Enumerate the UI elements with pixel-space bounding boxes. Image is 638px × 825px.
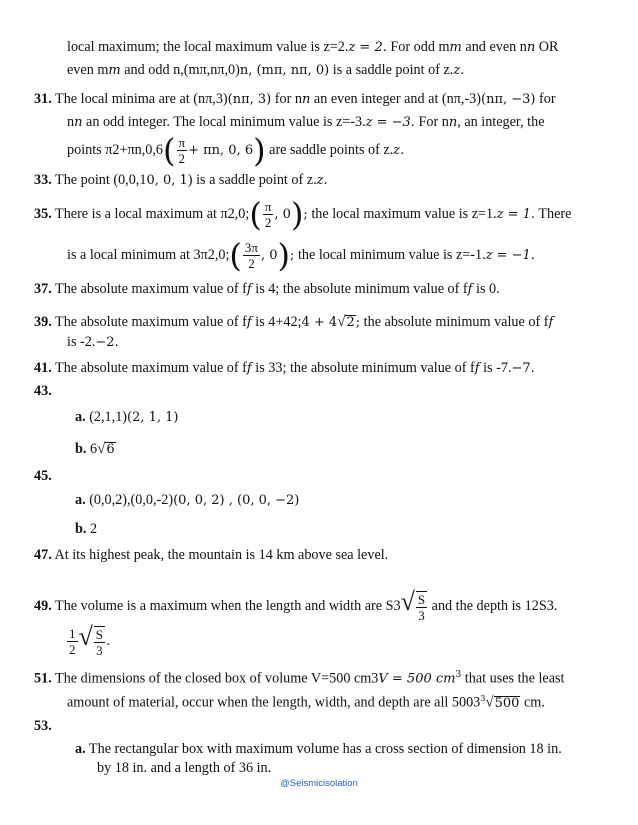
cube-root-symbol: √ (485, 694, 494, 711)
answer-49-line-2: $\frac{1}{2}$ √ $\frac{S}{3}$ . (69, 622, 111, 658)
answer-35-line-1: 35. There is a local maximum at π2,0;( $\frac{\pi}{2}$ , 0); the local maximum value is z=1.z = 1. There (34, 195, 572, 234)
fraction: $\frac{S}{3}$ (417, 591, 426, 623)
answer-31-line-3: points π2+πn,0,6( $\frac{\pi}{2}$ + πn, 0, 6) are saddle points of z.z. (67, 131, 405, 170)
problem-number-45: 45. (34, 468, 52, 484)
answer-43a: a. (2,1,1)(2, 1, 1) (75, 409, 179, 425)
problem-number-53: 53. (34, 718, 52, 734)
fraction: $\frac{\pi}{2}$ (178, 135, 186, 167)
sqrt-symbol: √ (78, 622, 93, 651)
fraction: $\frac{3\pi}{2}$ (244, 240, 258, 272)
problem-number: 39. (34, 314, 52, 330)
answer-49-line-1: 49. The volume is a maximum when the length and width are S3√ $\frac{S}{3}$ and the depth is 12S3. (34, 587, 558, 623)
answer-47: 47. At its highest peak, the mountain is 14 km above sea level. (34, 547, 389, 563)
answer-45b: b. 2 (75, 521, 98, 537)
answer-39-line-2: is -2.−2. (67, 334, 119, 350)
problem-number: 37. (34, 281, 52, 297)
problem-number: 31. (34, 91, 52, 107)
answer-53a-line-1: a. The rectangular box with maximum volume has a cross section of dimension 18 in. (75, 741, 562, 757)
answer-41: 41. The absolute maximum value of ff is 33; the absolute minimum value of ff is -7.−7. (34, 360, 535, 376)
answer-33: 33. The point (0,0,10, 0, 1) is a saddle point of z.z. (34, 172, 328, 188)
fraction: $\frac{S}{3}$ (95, 626, 104, 658)
problem-number: 47. (34, 547, 52, 563)
sqrt-symbol: √ (337, 314, 346, 330)
answer-39-line-1: 39. The absolute maximum value of ff is 4+42;4 + 4√2; the absolute minimum value of ff (34, 314, 554, 330)
problem-number-43: 43. (34, 383, 52, 399)
sqrt-symbol: √ (97, 441, 106, 457)
sqrt-symbol: √ (400, 587, 415, 616)
answer-31-line-2: nn an odd integer. The local minimum value is z=-3.z = −3. For nn, an integer, the (67, 114, 545, 130)
answer-31-line-1: 31. The local minima are at (nπ,3)(nπ, 3) for nn an even integer and at (nπ,-3)(nπ, −3) for (34, 91, 556, 107)
answer-53a-line-2: by 18 in. and a length of 36 in. (97, 760, 272, 776)
answer-37: 37. The absolute maximum value of ff is 4; the absolute minimum value of ff is 0. (34, 281, 500, 297)
watermark-handle: @Seismicisolation (280, 778, 358, 789)
answer-45a: a. (0,0,2),(0,0,-2)(0, 0, 2) , (0, 0, −2) (75, 492, 300, 508)
problem-number: 33. (34, 172, 52, 188)
answer-43b: b. 6√6 (75, 441, 115, 457)
fraction: $\frac{1}{2}$ (69, 626, 76, 658)
answer-51-line-2: amount of material, occur when the length, width, and depth are all 5003$^3$√500 cm. (67, 694, 545, 711)
answer-35-line-2: is a local minimum at 3π2,0;( $\frac{3\pi}{2}$ , 0); the local minimum value is z=-1.z = −1. (67, 236, 535, 275)
problem-number: 41. (34, 360, 52, 376)
problem-number: 51. (34, 670, 52, 687)
answer-51-line-1: 51. The dimensions of the closed box of volume V=500 cm3V = 500 $cm^3$ that uses the least (34, 670, 565, 687)
answer-29-line-2: even mm and odd n,(mπ,nπ,0)n, (mπ, nπ, 0) is a saddle point of z.z. (67, 62, 465, 78)
problem-number: 35. (34, 206, 52, 222)
answer-29-line-1: local maximum; the local maximum value is z=2.z = 2. For odd mm and even nn OR (67, 39, 559, 55)
problem-number: 49. (34, 598, 52, 614)
fraction: $\frac{\pi}{2}$ (264, 199, 272, 231)
